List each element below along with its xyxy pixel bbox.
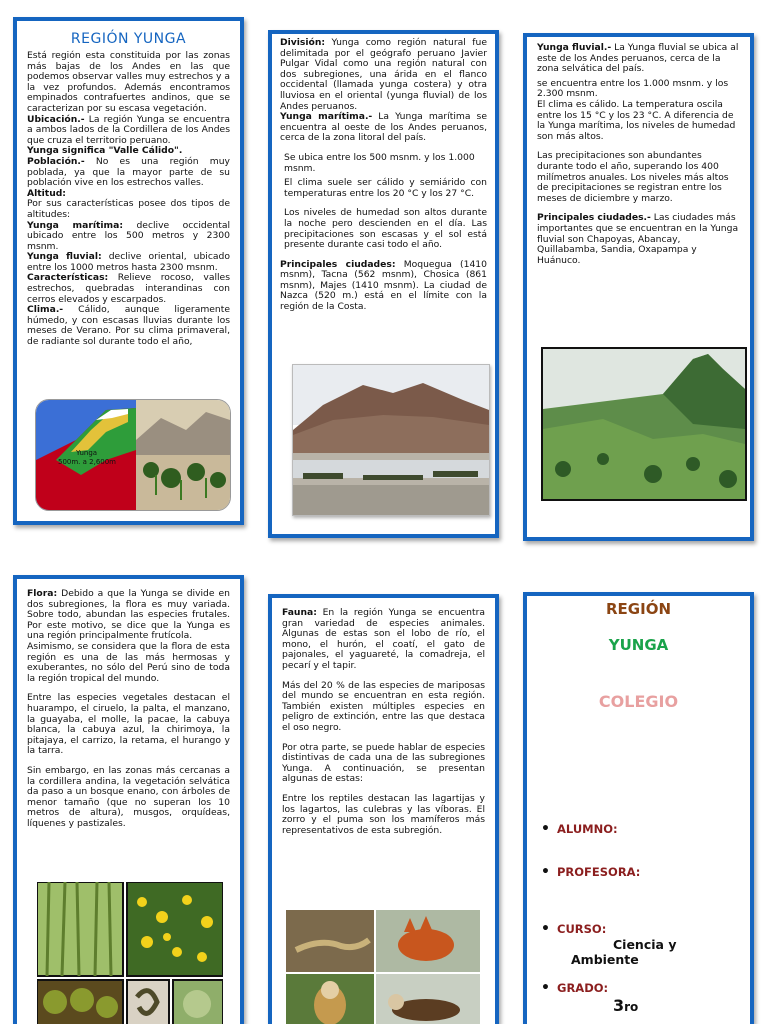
poblacion-label: Población.- [27,155,85,167]
ubicacion-label: Ubicación.- [27,113,85,125]
fluvial-label: Yunga fluvial: [27,251,102,263]
mariposas-text: Más del 20 % de las especies de mariposas del mundo se encuentran en esta región. También existen múltiples especies en peligro de extinción, entre las que destaca el oso negro. [282,679,485,733]
altitud-text: Por sus características posee dos tipos de altitudes: [27,198,230,220]
especies-text: Entre las especies vegetales destacan el huarampo, el ciruelo, la palta, el manzano, la guayaba, el molle, la pacae, la cabuya blanca, la cabuya azul, la chirimoya, la pitajaya, el carrizo, la retama, el hurango y la tarra. [27,692,230,757]
maritima-text: La Yunga marítima se encuentra al oeste de los Andes peruanos, cerca de la zona litoral del país. [280,111,487,144]
ubicacion-text: La región Yunga se encuentra a ambos lados de la Cordillera de los Andes que cruza el territorio peruano. [27,113,230,146]
clima-text: El clima es cálido. La temperatura oscila entre los 15 °C y los 23 °C. A diferencia de la Yunga marítima, los niveles de humedad son más altos. [537,98,736,142]
fauna-photo-collage [286,910,480,1024]
ciudades-label: Principales ciudades.- [537,212,651,224]
ciudades-text: Moquegua (1410 msnm), Tacna (562 msnm), Chosica (861 msnm), Majes (1410 msnm). La ciudad de Nazca (520 m.) está en el límite con la región de la Costa. [280,258,487,313]
cordillera-text: Sin embargo, en las zonas más cercanas a la cordillera andina, la vegetación selvática da paso a un bosque enano, con árboles de menor tamaño (que no superan los 10 metros de altura), musgos, orquídeas, líquenes y pastizales. [27,764,230,829]
asimismo-text: Asimismo, se considera que la flora de esta región es una de las más hermosas y exuberantes, no sólo del Perú sino de toda la región tropical del mundo. [27,640,230,684]
curso-label: • CURSO: [557,922,606,936]
altura-text: se encuentra entre los 1.000 msnm. y los 2.300 msnm. [537,77,729,100]
grado-label: • GRADO: [557,981,608,995]
cover-colegio: COLEGIO [598,692,679,711]
flora-photo-collage [37,882,223,1024]
alumno-label: • ALUMNO: [557,822,618,836]
poblacion-text: No es una región muy poblada, ya que la mayor parte de su población vive en los estrechos valles. [27,155,230,189]
flora-text: Debido a que la Yunga se divide en dos subregiones, la flora es muy variada. Sobre todo, abundan las especies frutales. Por este motivo, se dice que la Yunga es una región principalmente frutícola. [27,588,230,642]
intro-paragraph: Está región esta constituida por las zonas más bajas de los Andes en las que podemos observar valles muy estrechos y a la vez profundos. Además encontramos empinados contrafuertes andinos, que se caracterizan por su escasa vegetación. [27,50,230,114]
diagram-label-altitude: 500m. a 2,600m [58,458,117,466]
caracteristicas-label: Características: [27,272,109,284]
fauna-label: Fauna: [282,607,317,618]
fauna-text: En la región Yunga se encuentra gran variedad de especies animales. Algunas de estas son el lobo de río, el mono, el hurón, el coatí, el gato de pajonales, el yaguareté, la comadreja, el pecarí y el tapir. [282,607,485,671]
profesora-label: • PROFESORA: [557,865,640,879]
grado-number: 3 [613,996,625,1015]
cover-title-region: REGIÓN [606,600,671,618]
panel-title: REGIÓN YUNGA [70,31,187,47]
altitude-diagram-image [35,399,231,511]
caracteristicas-text: Relieve rocoso, valles estrechos, quebradas interandinas con cerros elevados y escarpados. [27,272,230,305]
significa-text: Yunga significa "Valle Cálido". [27,145,183,157]
subregiones-text: Por otra parte, se puede hablar de especies distintivas de cada una de las subregiones Yunga. A continuación, se presentan algunas de estas: [282,741,485,785]
reptiles-text: Entre los reptiles destacan las lagartijas y los lagartos, las culebras y las víboras. El zorro y el puma son los mamíferos más representativos de esta subregión. [282,792,485,836]
clima-text: Cálido, aunque ligeramente húmedo, y con escasas lluvias durante los meses de Verano. Por su clima primaveral, de radiante sol durante todo el año, [27,304,230,348]
grado-suffix: ro [624,1000,639,1014]
humedad-text: Los niveles de humedad son altos durante la noche pero descienden en el día. Las precipitaciones son escasas y el sol está presente durante casi todo el año. [284,207,487,251]
maritima-text: declive occidental ubicado entre los 500 metros y 2300 msnm. [27,219,230,252]
maritima-label: Yunga marítima.- [280,111,373,123]
altura-text: Se ubica entre los 500 msnm. y los 1.000 msnm. [284,151,475,174]
curso-value-line1: Ciencia y [613,937,677,952]
coastal-valley-photo [292,364,490,516]
cover-title-yunga: YUNGA [608,636,669,654]
fluvial-text: declive oriental, ubicado entre los 1000 metros hasta 2300 msnm. [27,251,230,273]
division-text: Yunga como región natural fue delimitada por el geógrafo peruano Javier Pulgar Vidal como una región natural con dos subregiones, una árida en el flanco occidental (llamada yunga costera) y otra lluviosa en el oriental (yunga fluvial) de los Andes peruanos. [280,37,487,112]
ciudades-text: Las ciudades más importantes que se encuentran en la Yunga fluvial son Chapoyas, Abancay, Quillabamba, Sandia, Oxapampa y Huánuco. [537,212,739,266]
curso-value-line2: Ambiente [571,952,639,967]
clima-label: Clima.- [27,304,64,316]
panel-flora [13,575,244,1024]
panel-division-maritima [268,30,499,538]
grado-value [613,996,638,1015]
panel-yunga-fluvial [523,33,754,541]
precipitaciones-text: Las precipitaciones son abundantes durante todo el año, superando los 400 milímetros anuales. Los niveles más altos de precipitaciones se registran entre los meses de diciembre y marzo. [537,150,729,204]
panel-region-yunga-intro [13,17,244,525]
fluvial-label: Yunga fluvial.- [537,42,612,53]
green-mountains-photo [541,347,747,501]
ciudades-label: Principales ciudades: [280,258,396,270]
clima-text: El clima suele ser cálido y semiárido con temperaturas entre los 20 °C y los 27 °C. [284,177,487,199]
flora-label: Flora: [27,588,58,599]
panel-fauna [268,594,499,1024]
fluvial-text: La Yunga fluvial se ubica al este de los Andes peruanos, cerca de la zona selvática del país. [537,42,739,75]
diagram-label-yunga: Yunga [76,449,98,457]
panel-cover [523,592,754,1024]
altitud-label: Altitud: [27,187,66,199]
maritima-label: Yunga marítima: [27,219,124,231]
division-label: División: [280,37,326,48]
